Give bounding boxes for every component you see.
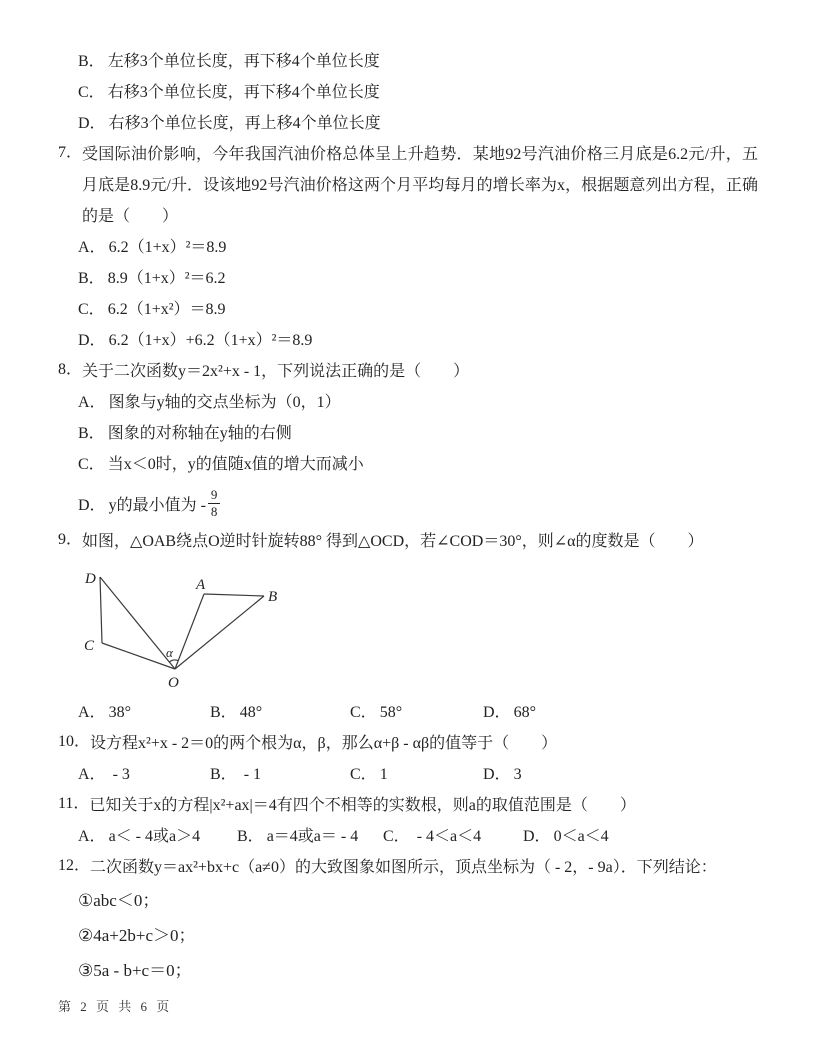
option-text: 8.9（1+x）²＝6.2 [107, 270, 226, 287]
question-stem: 关于二次函数y＝2x²+x - 1，下列说法正确的是（ ） [82, 363, 470, 380]
option-label: D． [483, 766, 511, 783]
question-7 [58, 139, 758, 232]
q12-conclusion-1: ①abc＜0； [78, 891, 160, 910]
option-label: A． [78, 704, 106, 721]
option-label: C． [350, 766, 377, 783]
option-text: 右移3个单位长度，再上移4个单位长度 [108, 115, 381, 132]
fraction [208, 487, 221, 519]
question-8 [58, 356, 758, 387]
option-text: 58° [379, 704, 403, 721]
question-stem: 设方程x²+x - 2＝0的两个根为α，β，那么α+β - αβ的值等于（ ） [90, 735, 558, 752]
option-label: B． [210, 766, 237, 783]
q8-option-c [58, 449, 758, 480]
option-text: 图象与y轴的交点坐标为（0，1） [108, 394, 341, 411]
angle-alpha-label: α [166, 645, 173, 660]
option-label: A． [78, 828, 106, 845]
carryover-option-d [58, 108, 758, 139]
option-label: A． [78, 766, 106, 783]
carryover-option-b [58, 46, 758, 77]
option-label: B． [210, 704, 237, 721]
option-text: 1 [379, 766, 388, 783]
option-text: y的最小值为 - [108, 496, 206, 514]
q9-option-a [78, 697, 210, 728]
option-text: a＝4或a＝ - 4 [266, 828, 359, 845]
q10-option-d [483, 759, 758, 790]
option-label: D． [523, 828, 551, 845]
q10-option-a [78, 759, 210, 790]
option-label: B． [78, 270, 105, 287]
option-text: - 1 [239, 766, 262, 783]
q7-option-b [58, 263, 758, 294]
option-text: 38° [108, 704, 131, 721]
q9-options-row [58, 697, 758, 728]
option-text: 0＜a＜4 [553, 828, 609, 845]
segment-ab [204, 594, 264, 596]
q7-option-d [58, 325, 758, 356]
option-label: C． [383, 828, 410, 845]
segment-cd [100, 577, 102, 643]
question-stem: 二次函数y＝ax²+bx+c（a≠0）的大致图象如图所示，顶点坐标为（ - 2，- 9a）．下列结论： [90, 859, 717, 876]
q9-geometry-figure [70, 557, 758, 697]
q8-option-a [58, 387, 758, 418]
option-label: D． [78, 332, 106, 349]
q9-option-c [350, 697, 483, 728]
q12-conclusions [58, 883, 758, 988]
question-stem: 如图，△OAB绕点O逆时针旋转88° 得到△OCD，若∠COD＝30°，则∠α的度数是（ ） [82, 533, 704, 550]
question-9 [58, 526, 758, 557]
angle-alpha-arc [169, 660, 178, 662]
rotation-triangles-diagram [70, 557, 300, 697]
q12-conclusion-2: ②4a+2b+c＞0； [78, 926, 196, 945]
vertex-label-d: D [85, 571, 96, 587]
option-label: B． [78, 425, 105, 442]
option-text: 图象的对称轴在y轴的右侧 [107, 425, 292, 442]
option-text: 右移3个单位长度，再下移4个单位长度 [107, 84, 380, 101]
q7-option-a [58, 232, 758, 263]
question-number: 9． [58, 531, 83, 548]
fraction-denominator: 8 [210, 503, 218, 519]
question-stem: 已知关于x的方程|x²+ax|＝4有四个不相等的实数根，则a的取值范围是（ ） [89, 797, 636, 814]
option-label: D． [483, 704, 511, 721]
vertex-label-a: A [196, 577, 206, 593]
option-label: B． [237, 828, 264, 845]
option-text: 68° [513, 704, 536, 721]
q12-conclusion-3: ③5a - b+c＝0； [78, 961, 192, 980]
question-number: 7． [58, 144, 83, 161]
option-text: - 4＜a＜4 [412, 828, 482, 845]
option-text: 左移3个单位长度，再下移4个单位长度 [107, 53, 380, 70]
question-number: 11． [58, 795, 90, 812]
page-content [58, 46, 758, 988]
option-text: - 3 [108, 766, 130, 783]
vertex-label-o: O [168, 675, 179, 691]
q10-option-c [350, 759, 483, 790]
question-number: 8． [58, 361, 83, 378]
option-label: B． [78, 53, 105, 70]
option-label: C． [78, 456, 105, 473]
option-label: D． [78, 115, 106, 132]
option-text: 6.2（1+x）+6.2（1+x）²＝8.9 [108, 332, 313, 349]
carryover-option-c [58, 77, 758, 108]
q11-option-c [383, 821, 523, 852]
option-text: 3 [513, 766, 522, 783]
q11-option-a [78, 821, 237, 852]
option-text: 48° [239, 704, 263, 721]
option-label: D． [78, 496, 106, 514]
q11-options-row [58, 821, 758, 852]
q10-option-b [210, 759, 350, 790]
option-text: 当x＜0时，y的值随x值的增大而减小 [107, 456, 364, 473]
option-text: 6.2（1+x²）＝8.9 [107, 301, 226, 318]
question-10 [58, 728, 758, 759]
question-11 [58, 790, 758, 821]
fraction-numerator: 9 [208, 487, 221, 504]
question-number: 12． [58, 857, 91, 874]
question-stem: 受国际油价影响，今年我国汽油价格总体呈上升趋势．某地92号汽油价格三月底是6.2元/升，五月底是8.9元/升．设该地92号汽油价格这两个月平均每月的增长率为x，根据题意列出方程，正确的是（ ） [82, 146, 758, 225]
option-text: a＜ - 4或a＞4 [108, 828, 201, 845]
option-label: C． [78, 301, 105, 318]
question-12 [58, 852, 758, 883]
option-label: A． [78, 239, 106, 256]
q9-option-b [210, 697, 350, 728]
option-label: A． [78, 394, 106, 411]
q9-option-d [483, 697, 758, 728]
q10-options-row [58, 759, 758, 790]
option-label: C． [78, 84, 105, 101]
question-number: 10． [58, 733, 91, 750]
vertex-label-c: C [84, 638, 95, 654]
option-label: C． [350, 704, 377, 721]
footer-page-number: 第 2 页 共 6 页 [58, 999, 173, 1014]
q11-option-d [523, 821, 758, 852]
q8-option-d [58, 480, 758, 526]
segment-bo [175, 596, 264, 669]
option-text: 6.2（1+x）²＝8.9 [108, 239, 227, 256]
q11-option-b [237, 821, 383, 852]
q7-option-c [58, 294, 758, 325]
q8-option-b [58, 418, 758, 449]
vertex-label-b: B [268, 589, 278, 605]
